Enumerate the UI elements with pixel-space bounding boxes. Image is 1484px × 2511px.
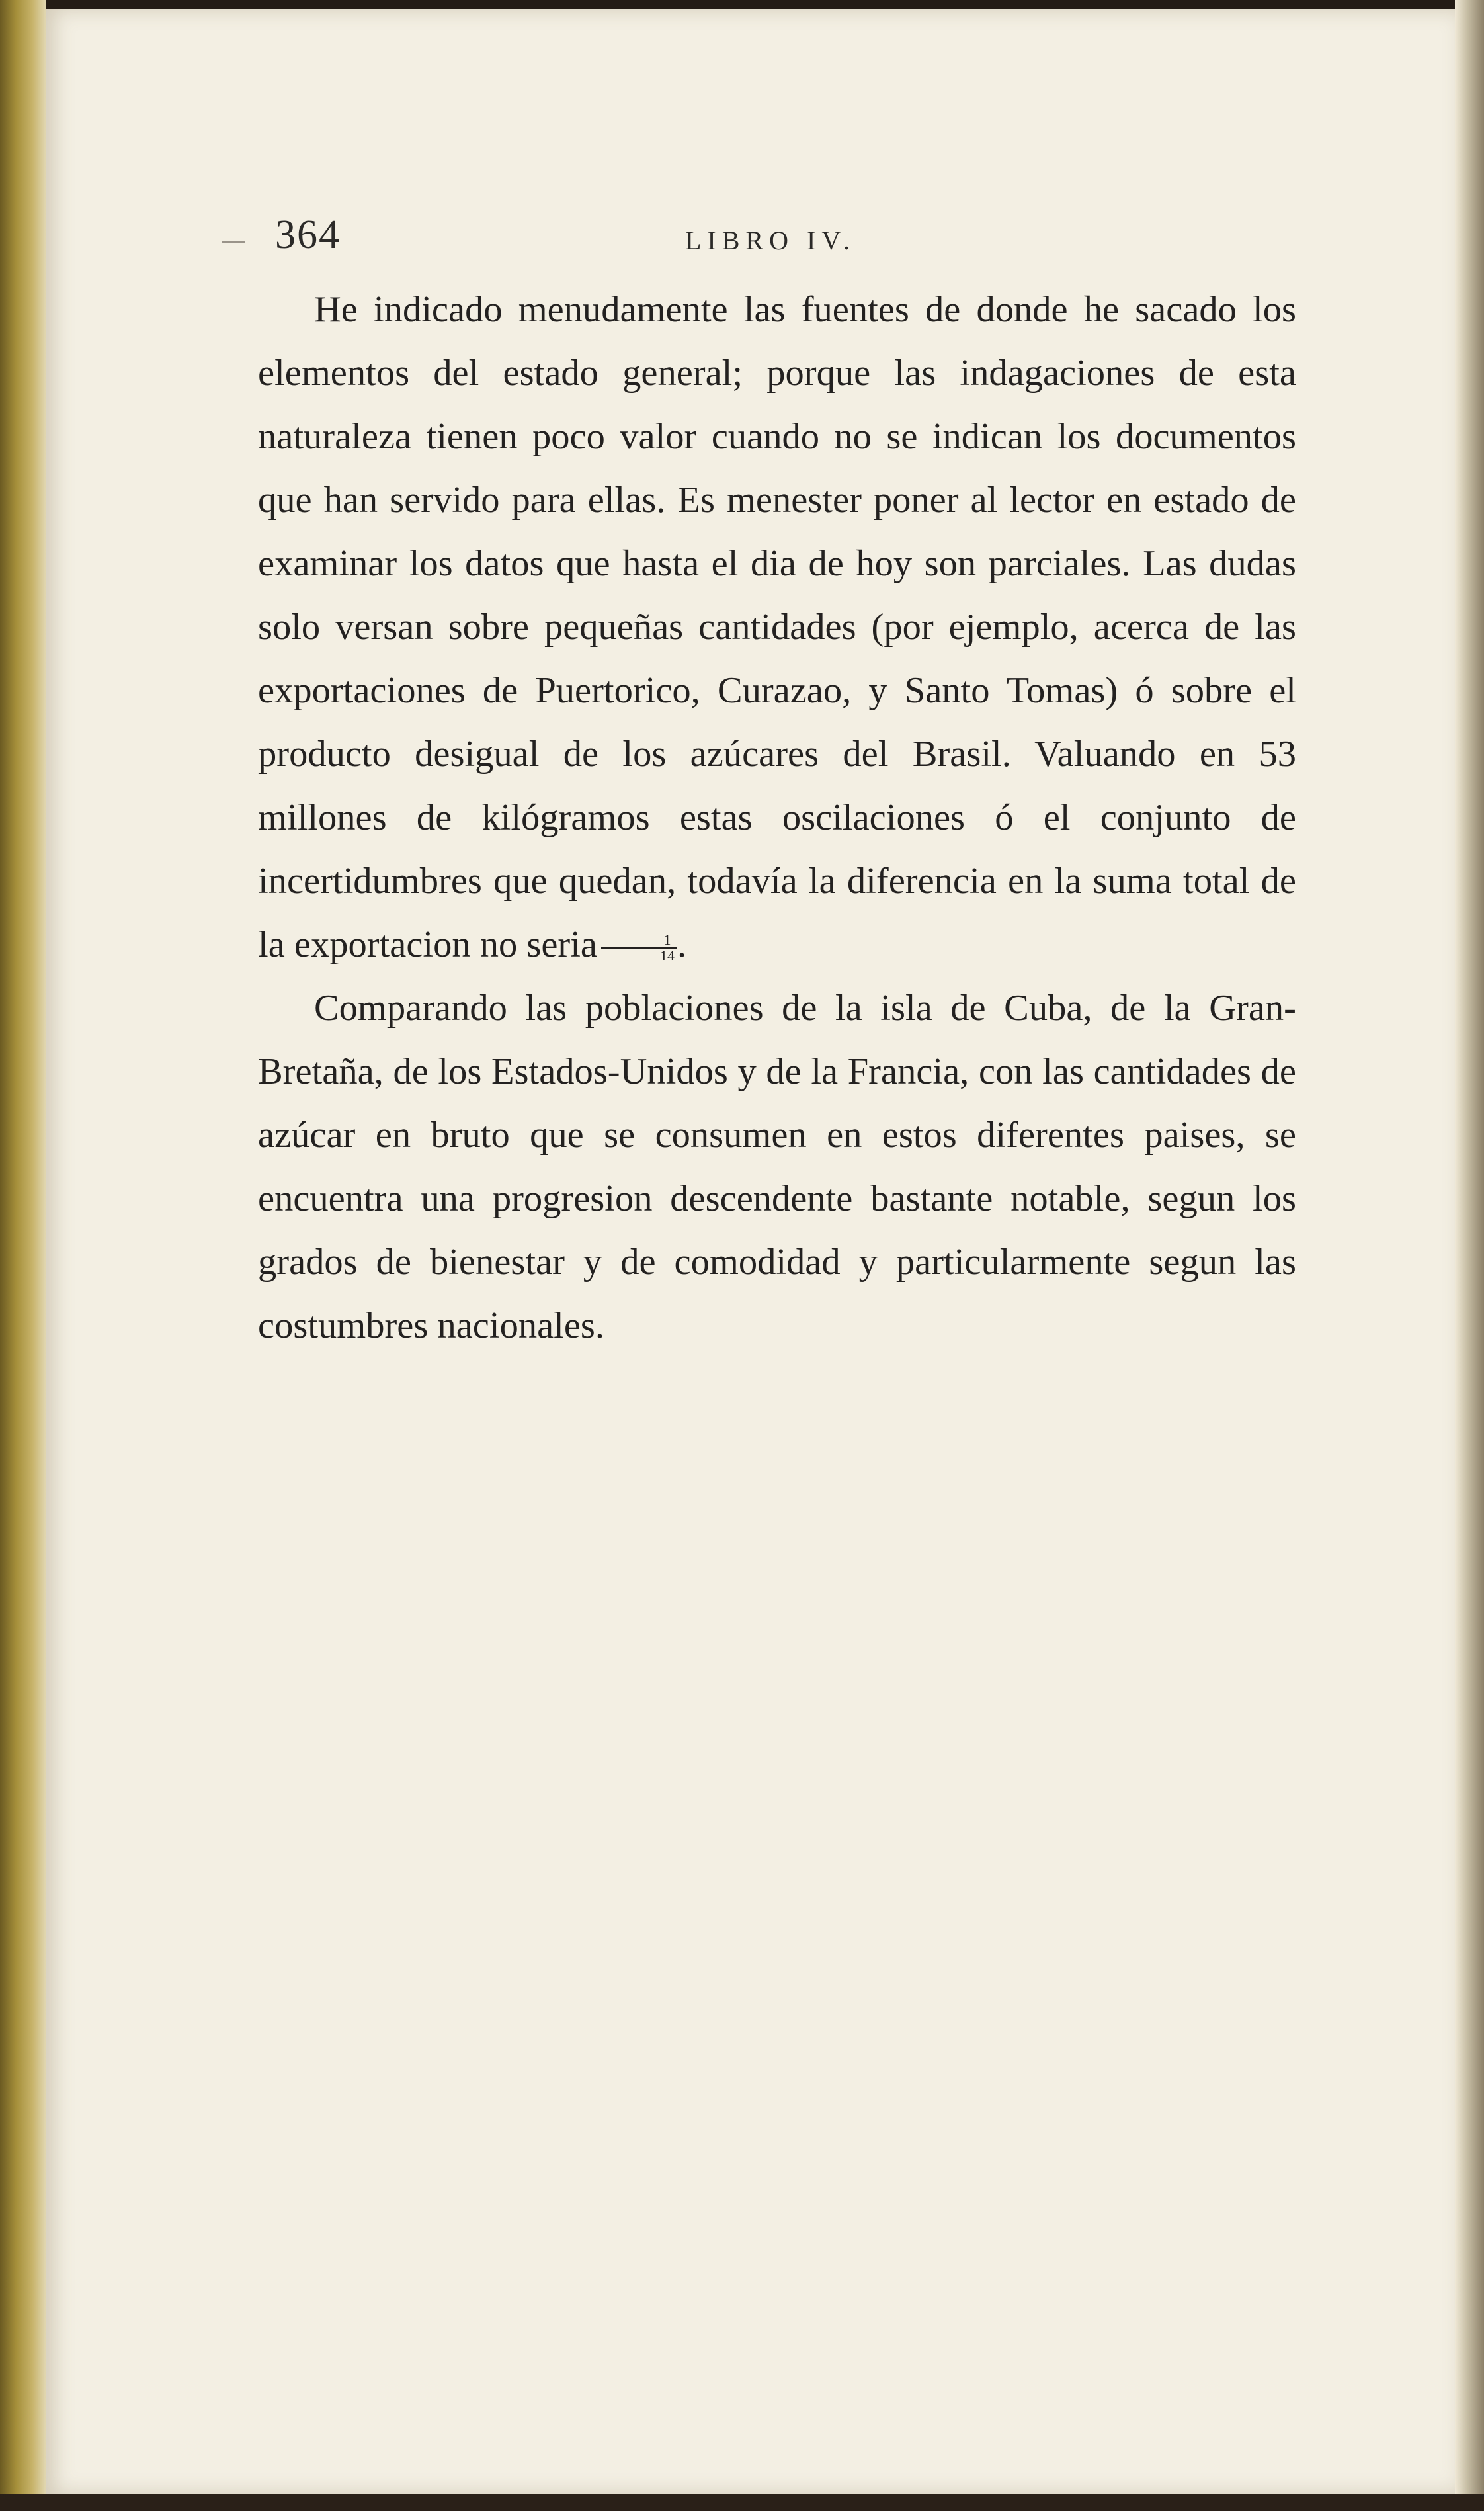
page-number: 364 [275,212,341,257]
top-page-edge [0,0,1484,9]
bottom-page-edge [0,2494,1484,2511]
right-page-edge [1455,0,1484,2511]
fraction-numerator: 1 [601,933,677,949]
body-text [258,278,1296,1357]
paragraph-2 [258,976,1296,1357]
page-header [222,205,1294,278]
paragraph-2-text: Comparando las poblaciones de la isla de Cuba, de la Gran-Bretaña, de los Estados-Unidos y de la Francia, con las cantidades de azúcar en bruto que se consumen en estos diferentes paises, se encuentra una progresion descendente bastante notable, segun los grados de bienestar y de comodidad y particularmente segun las costumbres nacionales. [258,988,1296,1346]
paragraph-1-text: He indicado menudamente las fuentes de donde he sacado los elementos del estado general; porque las indagaciones de esta naturaleza tienen poco valor cuando no se indican los documentos que han servido para ellas. Es menester poner al lector en estado de examinar los datos que hasta el dia de hoy son parciales. Las dudas solo versan sobre pequeñas cantidades (por ejemplo, acerca de las exportaciones de Puertorico, Curazao, y Santo Tomas) ó sobre el producto desigual de los azúcares del Brasil. Valuando en 53 millones de kilógramos estas oscilaciones ó el conjunto de incertidumbres que quedan, todavía la diferencia en la suma total de la exportacion no seria [258,289,1296,965]
paragraph-1 [258,278,1296,976]
margin-dash [222,241,245,243]
running-head: LIBRO IV. [685,226,856,255]
fraction-denominator: 14 [660,947,675,964]
paragraph-1-end: . [677,924,687,965]
fraction-one-fourteenth [601,933,677,963]
book-spine-edge [0,0,46,2511]
